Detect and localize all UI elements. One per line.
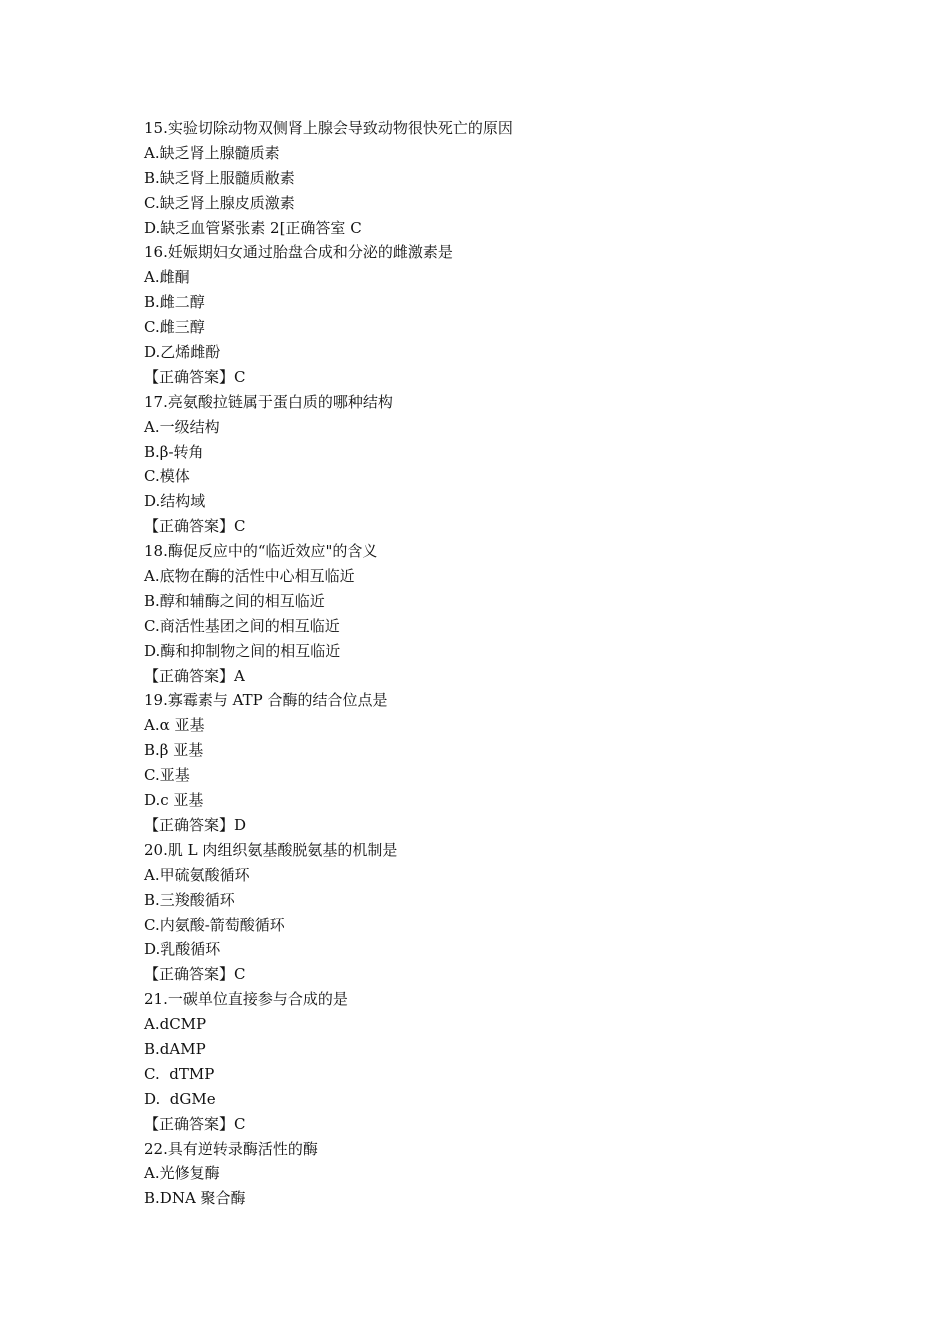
question-18-stem: 18.酶促反应中的“临近效应"的含义 [144,542,378,561]
question-16-option-a: A.雌酮 [144,268,190,287]
question-20-option-a: A.甲硫氨酸循环 [144,865,250,884]
question-20-option-d: D.乳酸循环 [144,940,221,959]
question-15-option-c: C.缺乏肾上腺皮质激素 [144,193,295,212]
question-20-answer: 【正确答案】C [144,965,246,984]
question-17-option-d: D.结构域 [144,492,206,511]
question-18-option-b: B.醇和辅酶之间的相互临近 [144,591,325,610]
question-19-option-b: B.β 亚基 [144,741,204,760]
question-21-option-b: B.dAMP [144,1039,206,1058]
question-21-option-d: D. dGMe [144,1089,216,1108]
question-19-answer: 【正确答案】D [144,815,247,834]
question-17-option-a: A.一级结构 [144,417,220,436]
question-18-option-d: D.酶和抑制物之间的相互临近 [144,641,341,660]
question-20-stem: 20.肌 L 肉组织氨基酸脱氨基的机制是 [144,840,398,859]
question-21-option-c: C. dTMP [144,1064,215,1083]
question-17-option-b: B.β-转角 [144,442,204,461]
question-18-answer: 【正确答案】A [144,666,245,685]
question-22-stem: 22.具有逆转录酶活性的酶 [144,1139,318,1158]
question-19-option-a: A.α 亚基 [144,716,205,735]
question-20-option-b: B.三羧酸循环 [144,890,235,909]
question-20-option-c: C.内氨酸-箭萄酸循环 [144,915,285,934]
question-15-stem: 15.实验切除动物双侧肾上腺会导致动物很快死亡的原因 [144,119,513,137]
question-16-option-c: C.雌三醇 [144,318,205,337]
question-17-option-c: C.模体 [144,467,190,486]
document-body [144,116,844,1211]
question-22-option-a: A.光修复酶 [144,1164,220,1183]
question-17-stem: 17.亮氨酸拉链属于蛋白质的哪种结构 [144,392,393,411]
question-19-option-c: C.亚基 [144,766,190,785]
question-21-stem: 21.一碳单位直接参与合成的是 [144,990,348,1009]
question-19-stem: 19.寡霉素与 ATP 合酶的结合位点是 [144,691,388,710]
question-21-option-a: A.dCMP [144,1015,207,1034]
question-19-option-d: D.c 亚基 [144,791,204,810]
question-16-option-b: B.雌二醇 [144,293,205,312]
question-16-option-d: D.乙烯雌酚 [144,343,221,362]
question-22-option-b: B.DNA 聚合酶 [144,1189,246,1208]
question-16-answer: 【正确答案】C [144,367,246,386]
question-18-option-c: C.商活性基团之间的相互临近 [144,616,340,635]
question-15-option-d-answer: D.缺乏血管紧张素 2[正确答室 C [144,218,362,237]
question-21-answer: 【正确答案】C [144,1114,246,1133]
question-17-answer: 【正确答案】C [144,517,246,536]
question-16-stem: 16.妊娠期妇女通过胎盘合成和分泌的雌激素是 [144,243,453,262]
question-15-option-b: B.缺乏肾上服髓质敝素 [144,168,295,187]
question-18-option-a: A.底物在酶的活性中心相互临近 [144,567,355,586]
question-15-option-a: A.缺乏肾上腺髓质素 [144,143,280,162]
